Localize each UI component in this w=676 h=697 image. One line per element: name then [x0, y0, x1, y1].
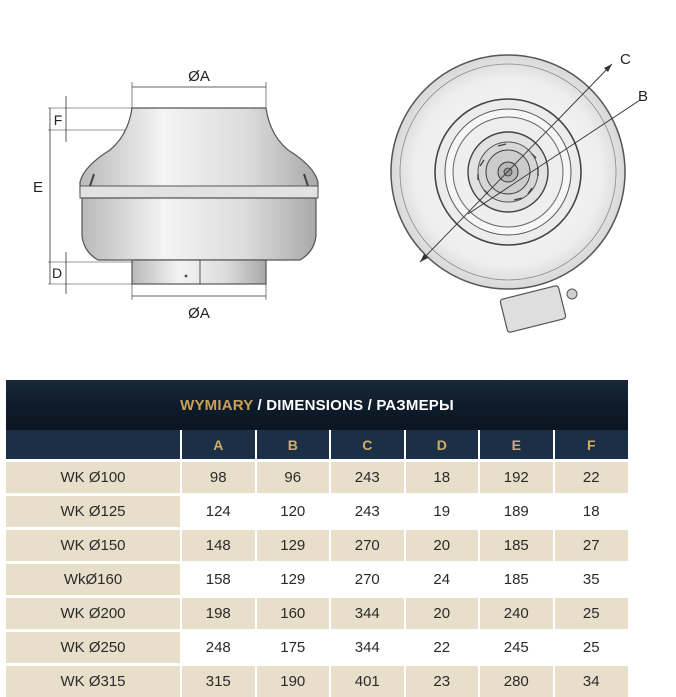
- value-cell: 158: [181, 563, 256, 597]
- table-header-row: [6, 430, 628, 461]
- value-cell: 270: [330, 563, 405, 597]
- value-cell: 22: [554, 461, 629, 495]
- value-cell: 124: [181, 495, 256, 529]
- table-row: [6, 495, 628, 529]
- dim-label-d: D: [52, 265, 62, 281]
- dim-label-a-bottom: ØA: [188, 305, 210, 322]
- column-header-d: D: [405, 430, 480, 461]
- fan-housing: [80, 108, 318, 192]
- housing-flange: [80, 186, 318, 198]
- value-cell: 240: [479, 597, 554, 631]
- table-title: [6, 380, 628, 430]
- value-cell: 344: [330, 597, 405, 631]
- column-header-a: A: [181, 430, 256, 461]
- value-cell: 120: [256, 495, 331, 529]
- value-cell: 270: [330, 529, 405, 563]
- value-cell: 35: [554, 563, 629, 597]
- table-row: [6, 563, 628, 597]
- table-row: [6, 529, 628, 563]
- value-cell: 185: [479, 563, 554, 597]
- value-cell: 23: [405, 665, 480, 697]
- value-cell: 245: [479, 631, 554, 665]
- table-row: [6, 631, 628, 665]
- column-header-f: F: [554, 430, 629, 461]
- value-cell: 25: [554, 631, 629, 665]
- value-cell: 280: [479, 665, 554, 697]
- value-cell: 129: [256, 529, 331, 563]
- value-cell: 198: [181, 597, 256, 631]
- model-cell: WK Ø200: [6, 597, 181, 631]
- value-cell: 129: [256, 563, 331, 597]
- value-cell: 401: [330, 665, 405, 697]
- value-cell: 19: [405, 495, 480, 529]
- housing-lower: [82, 198, 316, 260]
- value-cell: 243: [330, 495, 405, 529]
- dim-label-b: B: [638, 88, 648, 105]
- value-cell: 18: [554, 495, 629, 529]
- table-title-wymiary: WYMIARY: [180, 397, 253, 414]
- value-cell: 185: [479, 529, 554, 563]
- dim-label-a-top: ØA: [188, 68, 210, 85]
- value-cell: 20: [405, 529, 480, 563]
- model-cell: WK Ø150: [6, 529, 181, 563]
- value-cell: 148: [181, 529, 256, 563]
- dim-label-f: F: [54, 112, 63, 128]
- table-row: [6, 597, 628, 631]
- value-cell: 25: [554, 597, 629, 631]
- value-cell: 190: [256, 665, 331, 697]
- table-title-rest: / DIMENSIONS / РАЗМЕРЫ: [253, 397, 454, 414]
- side-view: [33, 68, 318, 322]
- model-cell: WK Ø250: [6, 631, 181, 665]
- value-cell: 98: [181, 461, 256, 495]
- value-cell: 243: [330, 461, 405, 495]
- dim-label-c: C: [620, 51, 631, 68]
- value-cell: 18: [405, 461, 480, 495]
- value-cell: 34: [554, 665, 629, 697]
- value-cell: 160: [256, 597, 331, 631]
- bottom-spigot: [132, 260, 266, 284]
- value-cell: 175: [256, 631, 331, 665]
- front-view: [391, 51, 648, 333]
- value-cell: 315: [181, 665, 256, 697]
- dim-label-e: E: [33, 179, 43, 196]
- column-header-model: [6, 430, 181, 461]
- column-header-b: B: [256, 430, 331, 461]
- value-cell: 27: [554, 529, 629, 563]
- table-title-row: [6, 380, 628, 430]
- column-header-e: E: [479, 430, 554, 461]
- value-cell: 344: [330, 631, 405, 665]
- value-cell: 192: [479, 461, 554, 495]
- table-row: [6, 461, 628, 495]
- model-cell: WK Ø125: [6, 495, 181, 529]
- terminal-box: [500, 285, 566, 333]
- value-cell: 189: [479, 495, 554, 529]
- value-cell: 96: [256, 461, 331, 495]
- value-cell: 20: [405, 597, 480, 631]
- model-cell: WK Ø315: [6, 665, 181, 697]
- value-cell: 248: [181, 631, 256, 665]
- table-row: [6, 665, 628, 697]
- column-header-c: C: [330, 430, 405, 461]
- model-cell: WK Ø100: [6, 461, 181, 495]
- value-cell: 22: [405, 631, 480, 665]
- dimensions-table: [6, 380, 628, 697]
- value-cell: 24: [405, 563, 480, 597]
- model-cell: WkØ160: [6, 563, 181, 597]
